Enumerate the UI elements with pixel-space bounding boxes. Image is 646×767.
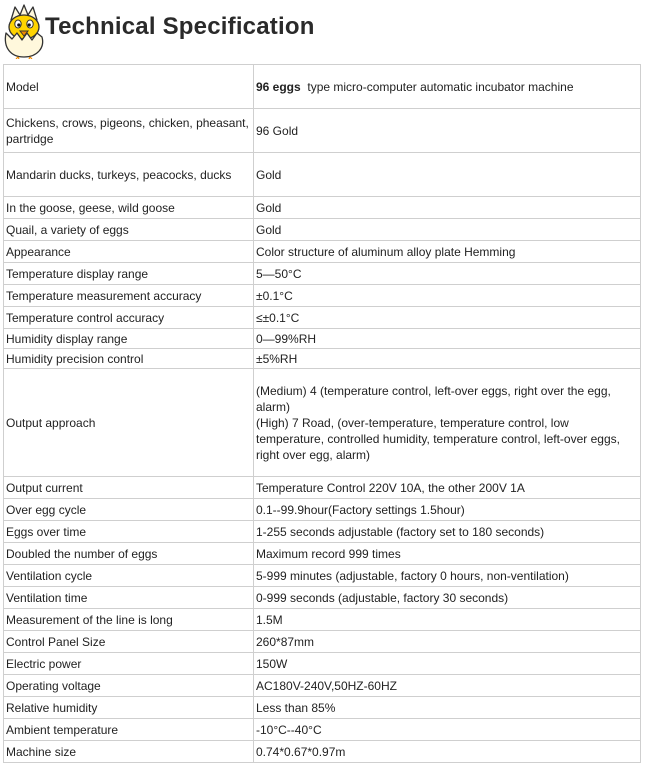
spec-value-text: Less than 85% [256,700,336,715]
table-row [4,329,641,349]
spec-value [254,697,641,719]
table-row [4,109,641,153]
spec-value [254,329,641,349]
spec-value [254,543,641,565]
spec-label: Machine size [4,741,254,763]
spec-value-text: Maximum record 999 times [256,546,401,561]
spec-value [254,477,641,499]
spec-value [254,219,641,241]
table-row [4,307,641,329]
page-title: Technical Specification [45,13,315,40]
spec-value [254,499,641,521]
table-row [4,631,641,653]
spec-value-text: 260*87mm [256,634,315,649]
table-row [4,219,641,241]
spec-value-line: (Medium) 4 (temperature control, left-over eggs, right over the egg, alarm) [256,383,611,414]
spec-label: Relative humidity [4,697,254,719]
spec-value [254,241,641,263]
spec-label: Humidity display range [4,329,254,349]
table-row [4,565,641,587]
spec-label: Electric power [4,653,254,675]
table-row [4,719,641,741]
spec-value-text: ≤±0.1°C [256,310,300,325]
spec-value-text: ±0.1°C [256,288,293,303]
table-row [4,609,641,631]
spec-label: Over egg cycle [4,499,254,521]
spec-label: Measurement of the line is long [4,609,254,631]
spec-label: Temperature display range [4,263,254,285]
spec-label: Temperature measurement accuracy [4,285,254,307]
spec-label: Appearance [4,241,254,263]
spec-value-text: 5—50°C [256,266,302,281]
spec-value-text: 96 Gold [256,123,299,138]
table-row [4,499,641,521]
spec-label: In the goose, geese, wild goose [4,197,254,219]
spec-table [3,64,641,763]
model-name: 96 eggs [256,79,301,94]
spec-value-text: ±5%RH [256,351,298,366]
table-row [4,241,641,263]
spec-label: Ambient temperature [4,719,254,741]
table-row [4,369,641,477]
spec-value-text: 0—99%RH [256,331,317,346]
table-row [4,741,641,763]
table-row [4,477,641,499]
table-row [4,263,641,285]
spec-label: Humidity precision control [4,349,254,369]
spec-label: Model [4,65,254,109]
spec-value-text: Color structure of aluminum alloy plate Hemming [256,244,516,259]
spec-label: Ventilation time [4,587,254,609]
spec-value [254,631,641,653]
table-row [4,675,641,697]
spec-label: Quail, a variety of eggs [4,219,254,241]
spec-value-text: type micro-computer automatic incubator machine [307,79,574,94]
spec-label: Control Panel Size [4,631,254,653]
spec-value [254,609,641,631]
page-header [0,0,646,62]
table-row [4,197,641,219]
spec-value-text: 0.1--99.9hour(Factory settings 1.5hour) [256,502,465,517]
table-row [4,65,641,109]
spec-value [254,349,641,369]
spec-value-text: 1-255 seconds adjustable (factory set to 180 seconds) [256,524,545,539]
spec-value-text: 0.74*0.67*0.97m [256,744,346,759]
spec-value [254,369,641,477]
spec-value [254,65,641,109]
table-row [4,587,641,609]
table-row [4,349,641,369]
spec-value [254,653,641,675]
spec-value-text: 150W [256,656,288,671]
spec-label: Doubled the number of eggs [4,543,254,565]
table-row [4,153,641,197]
spec-value-text: 0-999 seconds (adjustable, factory 30 seconds) [256,590,509,605]
spec-value [254,153,641,197]
spec-value [254,587,641,609]
table-row [4,697,641,719]
spec-value-text: 1.5M [256,612,283,627]
spec-value-text: -10°C--40°C [256,722,322,737]
spec-value [254,741,641,763]
spec-label: Ventilation cycle [4,565,254,587]
spec-value-text: Gold [256,200,282,215]
spec-value [254,521,641,543]
spec-label: Operating voltage [4,675,254,697]
spec-value-text: Temperature Control 220V 10A, the other 200V 1A [256,480,525,495]
spec-label: Mandarin ducks, turkeys, peacocks, ducks [4,153,254,197]
table-row [4,285,641,307]
spec-value-text: AC180V-240V,50HZ-60HZ [256,678,397,693]
spec-value [254,109,641,153]
table-row [4,543,641,565]
spec-label: Eggs over time [4,521,254,543]
spec-value [254,307,641,329]
spec-value [254,285,641,307]
spec-value [254,263,641,285]
egg-chick-icon [2,3,46,59]
spec-label: Output current [4,477,254,499]
spec-label: Temperature control accuracy [4,307,254,329]
spec-value [254,197,641,219]
spec-value [254,565,641,587]
table-row [4,653,641,675]
spec-label: Chickens, crows, pigeons, chicken, pheasant, partridge [4,109,254,153]
spec-value [254,675,641,697]
spec-value-line: (High) 7 Road, (over-temperature, temperature control, low temperature, controlled humidity, temperature control, left-over eggs, right over egg, alarm) [256,415,620,462]
spec-value-text: Gold [256,167,282,182]
table-row [4,521,641,543]
spec-value [254,719,641,741]
spec-value-text: Gold [256,222,282,237]
spec-value-text: 5-999 minutes (adjustable, factory 0 hours, non-ventilation) [256,568,569,583]
spec-label: Output approach [4,369,254,477]
